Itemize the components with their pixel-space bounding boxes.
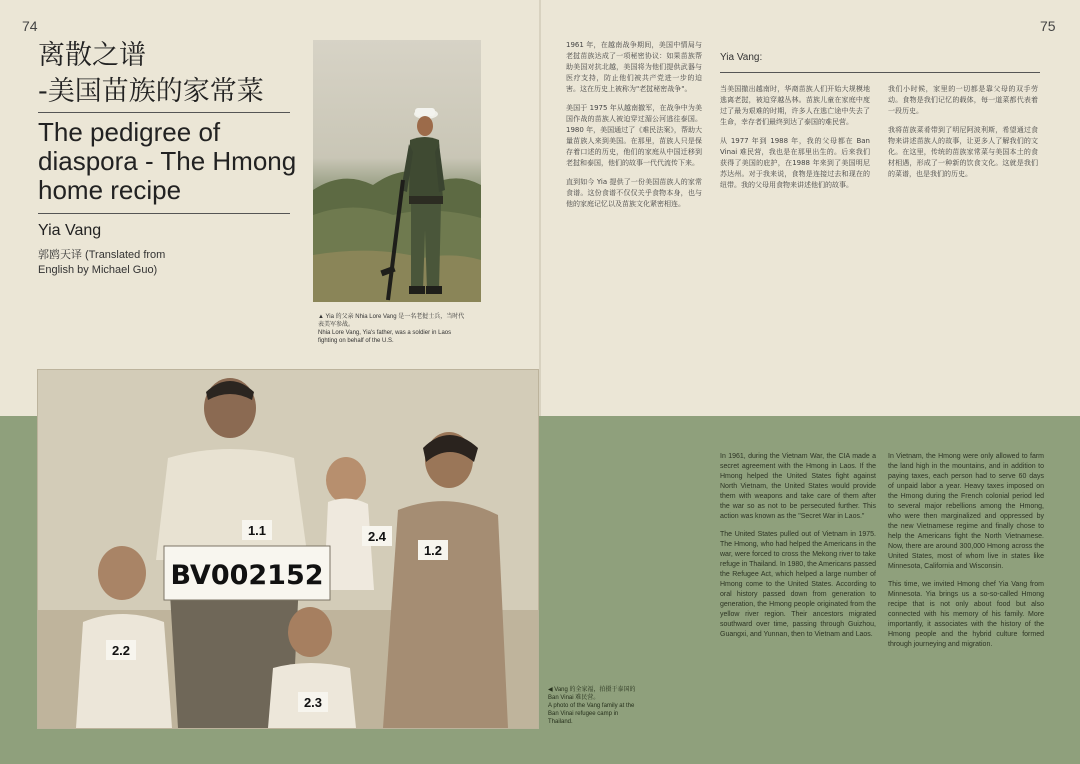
title-cn-line: -美国苗族的家常菜 [38, 76, 264, 107]
tag-father: 1.1 [247, 523, 267, 538]
soldier-photo [313, 40, 481, 302]
title-cn-line: 离散之谱 [38, 40, 146, 71]
soldier-caption-en: Nhia Lore Vang, Yia's father, was a soldier in Laos fighting on behalf of the U.S. [318, 330, 452, 344]
translator-line: 郭鸥天译 (Translated from [38, 249, 166, 261]
family-caption-en: A photo of the Vang family at the Ban Vinai refugee camp in Thailand. [548, 703, 635, 725]
title-chinese [38, 38, 298, 110]
en-paragraph: In 1961, during the Vietnam War, the CIA made a secret agreement with the Hmong in Laos. If the Hmong helped the United States fight against North Vietnam, the United States would provide them with weapons and take care of them after the war so as not to be persecuted further. This action was known as the "Secret War in Laos." [720, 453, 876, 520]
cn-text-column-1 [566, 40, 702, 218]
page-number-right: 75 [1040, 18, 1056, 34]
family-caption [548, 686, 638, 726]
byline-divider [720, 72, 1040, 73]
en-text-column-1 [720, 452, 876, 648]
interview-byline: Yia Vang: [720, 52, 763, 63]
soldier-caption [318, 313, 468, 345]
title-en-line: home recipe [38, 175, 182, 205]
author-name: Yia Vang [38, 222, 102, 239]
en-paragraph: In Vietnam, the Hmong were only allowed to farm the land high in the mountains, and in addition to paying taxes, each person had to serve 60 days of unpaid labor a year. Heavy taxes imposed on the Hmong during the French colonial period led to several major rebellions among the Hmong, who were then marginalized and oppressed by the new Vietnamese regime and finally chose to help the Americans fight the North Vietnamese. Now, there are around 300,000 Hmong across the United States, most of whom live in states like Minnesota, California and Wisconsin. [888, 453, 1044, 570]
title-divider [38, 112, 290, 113]
soldier-illustration [313, 40, 481, 302]
translator-credit [38, 248, 238, 278]
tag-boy-left: 2.2 [111, 643, 131, 658]
cn-paragraph: 1961 年，在越南战争期间，美国中情局与老挝苗族达成了一项秘密协议：如果苗族帮助美国对抗北越，美国将为他们提供武器与医疗支持，防止他们被共产党进一步的迫害。这在历史上被称为"老挝秘密战争"。 [566, 41, 702, 93]
family-photo [38, 370, 538, 728]
tag-baby: 2.4 [367, 529, 387, 544]
refugee-id-sign: BV002152 [170, 560, 324, 591]
en-text-column-2 [888, 452, 1044, 658]
family-caption-cn: ◀ Vang 的全家福，拍摄于泰国的 Ban Vinai 难民营。 [548, 687, 636, 701]
author-divider [38, 213, 290, 214]
page-number-left: 74 [22, 18, 38, 34]
en-paragraph: The United States pulled out of Vietnam in 1975. The Hmong, who had helped the Americans in the war, were forced to cross the Mekong river to take refuge in Thailand. In 1980, the Americans passed the Refugee Act, which helped a large number of Hmong come to the United States. According to oral history passed down from generation to generation, the Hmong people originated from the yellow river region. Their ancestors migrated southward over time, passing through Guizhou, Guangxi, and Yunnan, then to Vietnam and Laos. [720, 531, 876, 638]
family-illustration [38, 370, 538, 728]
cn-paragraph: 我们小时候，家里的一切都是靠父母的双手劳动。食物是我们记忆的载体，每一道菜都代表着一段历史。 [888, 85, 1038, 115]
title-english [38, 118, 298, 205]
soldier-caption-cn: ▲ Yia 的父亲 Nhia Lore Vang 是一名老挝士兵，当时代表美军参战。 [318, 314, 465, 328]
cn-paragraph: 直到如今 Yia 提供了一份美国苗族人的家常食谱。这份食谱不仅仅关乎食物本身，也与他的家庭记忆以及苗族文化紧密相连。 [566, 178, 702, 208]
cn-paragraph: 美国于 1975 年从越南撤军，在战争中为美国作战的苗族人被迫穿过湄公河逃往泰国。1980 年，美国通过了《难民法案》，帮助大量苗族人来到美国。在那里，苗族人只是保存着口述的历史，他们的家庭从中国迁移到老挝和泰国，他们的故事一代代流传下来。 [566, 104, 702, 167]
tag-mother: 1.2 [423, 543, 443, 558]
translator-line: English by Michael Guo) [38, 264, 158, 276]
page-gutter [539, 0, 541, 416]
cn-paragraph: 当美国撤出越南时，华裔苗族人们开始大规模地逃离老挝，被迫穿越丛林。苗族儿童在家庭中度过了最为艰难的时期，许多人在逃亡途中失去了生命，幸存者们最终到达了泰国的难民营。 [720, 85, 870, 126]
cn-text-column-3 [888, 84, 1038, 188]
cn-paragraph: 从 1977 年到 1988 年，我的父母都在 Ban Vinai 难民营，我也是在那里出生的。后来我们获得了美国的庇护，在1988 年来到了美国明尼苏达州。对于我来说，食物是连接过去和现在的纽带。我的父母用食物来讲述他们的故事。 [720, 137, 870, 189]
en-paragraph: This time, we invited Hmong chef Yia Vang from Minnesota. Yia brings us a so-so-called Hmong recipe that is not only about food but also connected with his memory of his family. More importantly, it associates with the history of the Hmong people and the hybrid culture formed through journeying and migration. [888, 581, 1044, 648]
title-en-line: diaspora - The Hmong [38, 146, 297, 176]
cn-text-column-2 [720, 84, 870, 199]
title-en-line: The pedigree of [38, 117, 221, 147]
tag-boy-center: 2.3 [303, 695, 323, 710]
cn-paragraph: 我将苗族菜肴带到了明尼阿波利斯，希望通过食物来讲述苗族人的故事，让更多人了解我们的文化。在这里，传统的苗族家常菜与美国本土的食材相遇，形成了一种新的饮食文化。这就是我们的菜谱，也是我们的历史。 [888, 126, 1038, 178]
